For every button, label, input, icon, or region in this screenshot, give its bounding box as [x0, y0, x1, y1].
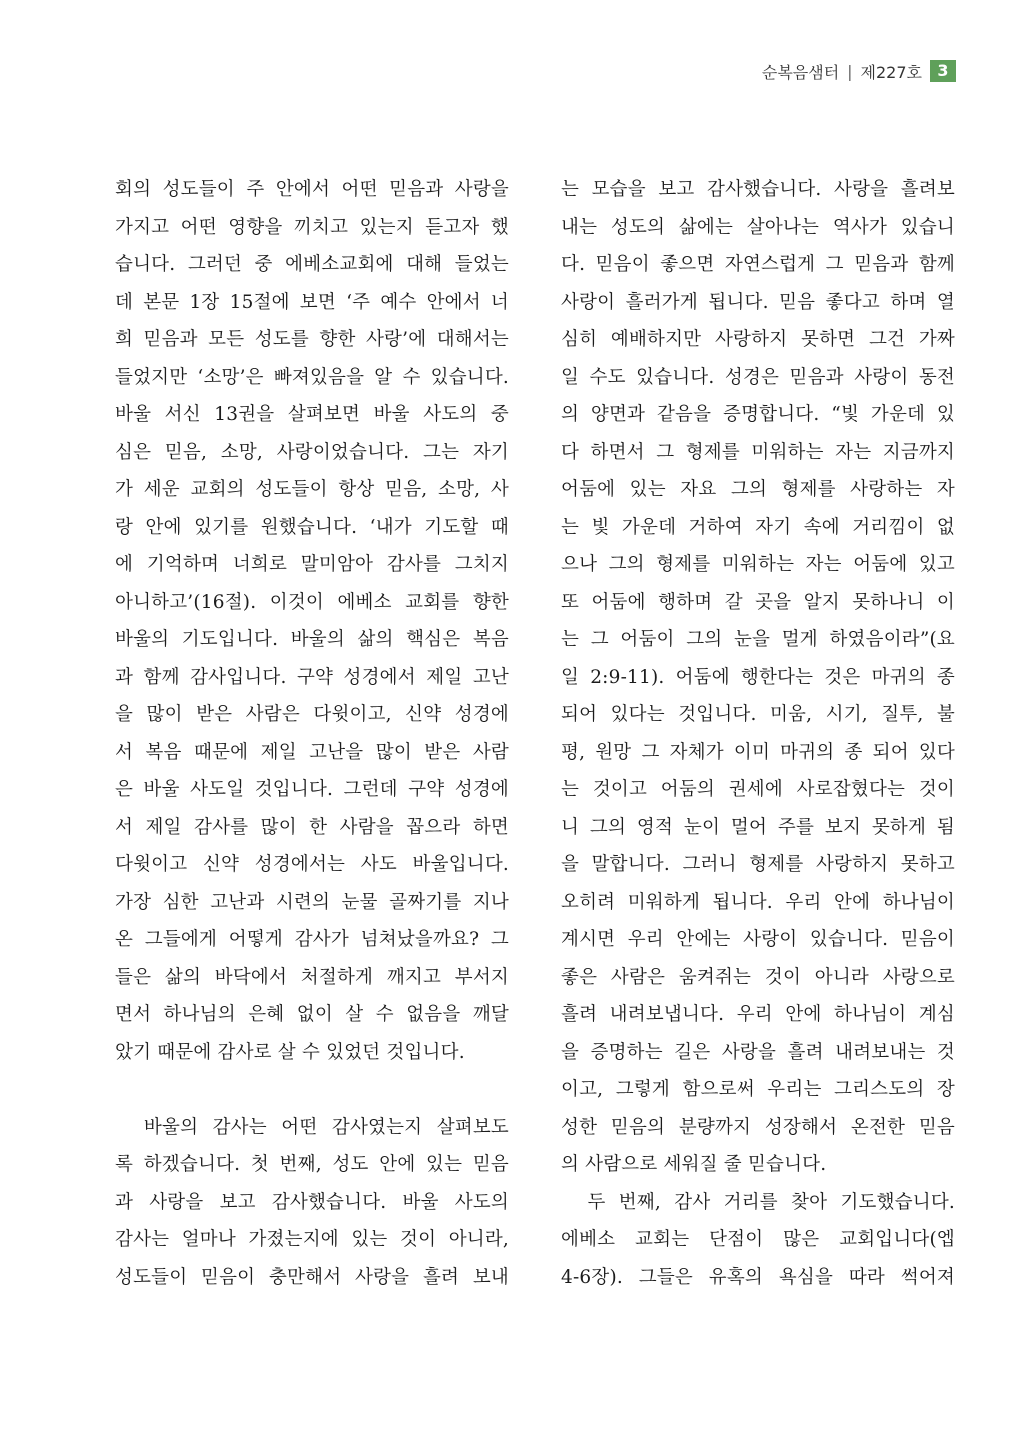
body-paragraph	[561, 1184, 955, 1297]
text-line: 흘려 내려보냅니다. 우리 안에 하나님이 계심	[561, 1004, 955, 1025]
left-column	[115, 171, 509, 1296]
right-column	[561, 171, 955, 1296]
text-line: 희 믿음과 모든 성도를 향한 사랑’에 대해서는	[115, 329, 509, 350]
text-line: 다 하면서 그 형제를 미워하는 자는 지금까지	[561, 441, 955, 463]
text-line: 또 어둠에 행하며 갈 곳을 알지 못하나니 이	[561, 591, 955, 613]
text-line: 내는 성도의 삶에는 살아나는 역사가 있습니	[561, 216, 955, 238]
text-line: 는 것이고 어둠의 권세에 사로잡혔다는 것이	[561, 779, 955, 800]
text-line: 데 본문 1장 15절에 보면 ‘주 예수 안에서 너	[115, 291, 509, 313]
text-line: 바울의 감사는 어떤 감사였는지 살펴보도	[115, 1116, 509, 1138]
body-paragraph	[115, 1109, 509, 1297]
text-line: 록 하겠습니다. 첫 번째, 성도 안에 있는 믿음	[115, 1154, 509, 1175]
text-line: 바울 서신 13권을 살펴보면 바울 사도의 중	[115, 404, 509, 425]
text-line: 계시면 우리 안에는 사랑이 있습니다. 믿음이	[561, 929, 955, 950]
text-line: 4-6장). 그들은 유혹의 욕심을 따라 썩어져	[561, 1266, 955, 1288]
text-line: 일 수도 있습니다. 성경은 믿음과 사랑이 동전	[561, 366, 955, 388]
text-line: 바울의 기도입니다. 바울의 삶의 핵심은 복음	[115, 629, 509, 650]
text-line: 과 함께 감사입니다. 구약 성경에서 제일 고난	[115, 666, 509, 688]
text-line: 평, 원망 그 자체가 이미 마귀의 종 되어 있다	[561, 741, 955, 763]
text-line: 가지고 어떤 영향을 끼치고 있는지 듣고자 했	[115, 216, 509, 238]
text-line: 회의 성도들이 주 안에서 어떤 믿음과 사랑을	[115, 179, 509, 200]
text-line: 는 빛 가운데 거하여 자기 속에 거리낌이 없	[561, 516, 955, 538]
text-line: 니 그의 영적 눈이 멀어 주를 보지 못하게 됨	[561, 816, 955, 838]
text-line: 들었지만 ‘소망’은 빠져있음을 알 수 있습니다.	[115, 366, 509, 388]
text-line: 심히 예배하지만 사랑하지 못하면 그건 가짜	[561, 329, 955, 350]
text-line: 성도들이 믿음이 충만해서 사랑을 흘려 보내	[115, 1266, 509, 1288]
header-separator: |	[847, 61, 853, 81]
page-number-badge: 3	[930, 60, 956, 82]
text-line: 면서 하나님의 은혜 없이 살 수 없음을 깨달	[115, 1004, 509, 1025]
text-line: 을 많이 받은 사람은 다윗이고, 신약 성경에	[115, 704, 509, 725]
text-line: 가장 심한 고난과 시련의 눈물 골짜기를 지나	[115, 891, 509, 913]
body-paragraph	[561, 171, 955, 1184]
text-line: 는 그 어둠이 그의 눈을 멀게 하였음이라”(요	[561, 629, 955, 650]
text-line: 아니하고’(16절). 이것이 에베소 교회를 향한	[115, 591, 509, 613]
text-line: 오히려 미워하게 됩니다. 우리 안에 하나님이	[561, 891, 955, 913]
publication-title: 순복음샘터	[761, 62, 840, 82]
text-line: 들은 삶의 바닥에서 처절하게 깨지고 부서지	[115, 966, 509, 988]
text-line: 으나 그의 형제를 미워하는 자는 어둠에 있고	[561, 554, 955, 575]
text-line: 을 말합니다. 그러니 형제를 사랑하지 못하고	[561, 854, 955, 875]
text-line: 랑 안에 있기를 원했습니다. ‘내가 기도할 때	[115, 516, 509, 538]
text-line: 좋은 사람은 움켜쥐는 것이 아니라 사랑으로	[561, 966, 955, 988]
text-line: 았기 때문에 감사로 살 수 있었던 것입니다.	[115, 1041, 465, 1063]
text-line: 다윗이고 신약 성경에서는 사도 바울입니다.	[115, 854, 509, 875]
text-line: 에 기억하며 너희로 말미암아 감사를 그치지	[115, 554, 509, 575]
text-line: 서 제일 감사를 많이 한 사람을 꼽으라 하면	[115, 816, 509, 838]
text-line: 과 사랑을 보고 감사했습니다. 바울 사도의	[115, 1191, 509, 1213]
text-line: 성한 믿음의 분량까지 성장해서 온전한 믿음	[561, 1116, 955, 1138]
page-header	[762, 60, 956, 82]
issue-number: 제227호	[860, 62, 922, 82]
text-line: 는 모습을 보고 감사했습니다. 사랑을 흘려보	[561, 179, 955, 200]
text-line: 다. 믿음이 좋으면 자연스럽게 그 믿음과 함께	[561, 254, 955, 275]
text-line: 감사는 얼마나 가졌는지에 있는 것이 아니라,	[115, 1229, 509, 1250]
text-line: 심은 믿음, 소망, 사랑이었습니다. 그는 자기	[115, 441, 509, 463]
text-line: 을 증명하는 길은 사랑을 흘려 내려보내는 것	[561, 1041, 955, 1063]
text-line: 이고, 그렇게 함으로써 우리는 그리스도의 장	[561, 1079, 955, 1100]
text-line: 에베소 교회는 단점이 많은 교회입니다(엡	[561, 1229, 955, 1250]
text-line: 온 그들에게 어떻게 감사가 넘쳐났을까요? 그	[115, 929, 509, 950]
paragraph-gap	[115, 1071, 509, 1109]
text-line: 습니다. 그러던 중 에베소교회에 대해 들었는	[115, 254, 509, 275]
text-line: 은 바울 사도일 것입니다. 그런데 구약 성경에	[115, 779, 509, 800]
text-line: 사랑이 흘러가게 됩니다. 믿음 좋다고 하며 열	[561, 291, 955, 313]
text-line: 가 세운 교회의 성도들이 항상 믿음, 소망, 사	[115, 479, 509, 500]
text-line: 되어 있다는 것입니다. 미움, 시기, 질투, 불	[561, 704, 955, 725]
text-line: 서 복음 때문에 제일 고난을 많이 받은 사람	[115, 741, 509, 763]
text-line: 일 2:9-11). 어둠에 행한다는 것은 마귀의 종	[561, 666, 955, 688]
text-line: 두 번째, 감사 거리를 찾아 기도했습니다.	[561, 1191, 955, 1213]
text-line: 의 사람으로 세워질 줄 믿습니다.	[561, 1154, 827, 1175]
body-paragraph	[115, 171, 509, 1071]
text-line: 의 양면과 같음을 증명합니다. “빛 가운데 있	[561, 404, 955, 425]
text-line: 어둠에 있는 자요 그의 형제를 사랑하는 자	[561, 479, 955, 500]
